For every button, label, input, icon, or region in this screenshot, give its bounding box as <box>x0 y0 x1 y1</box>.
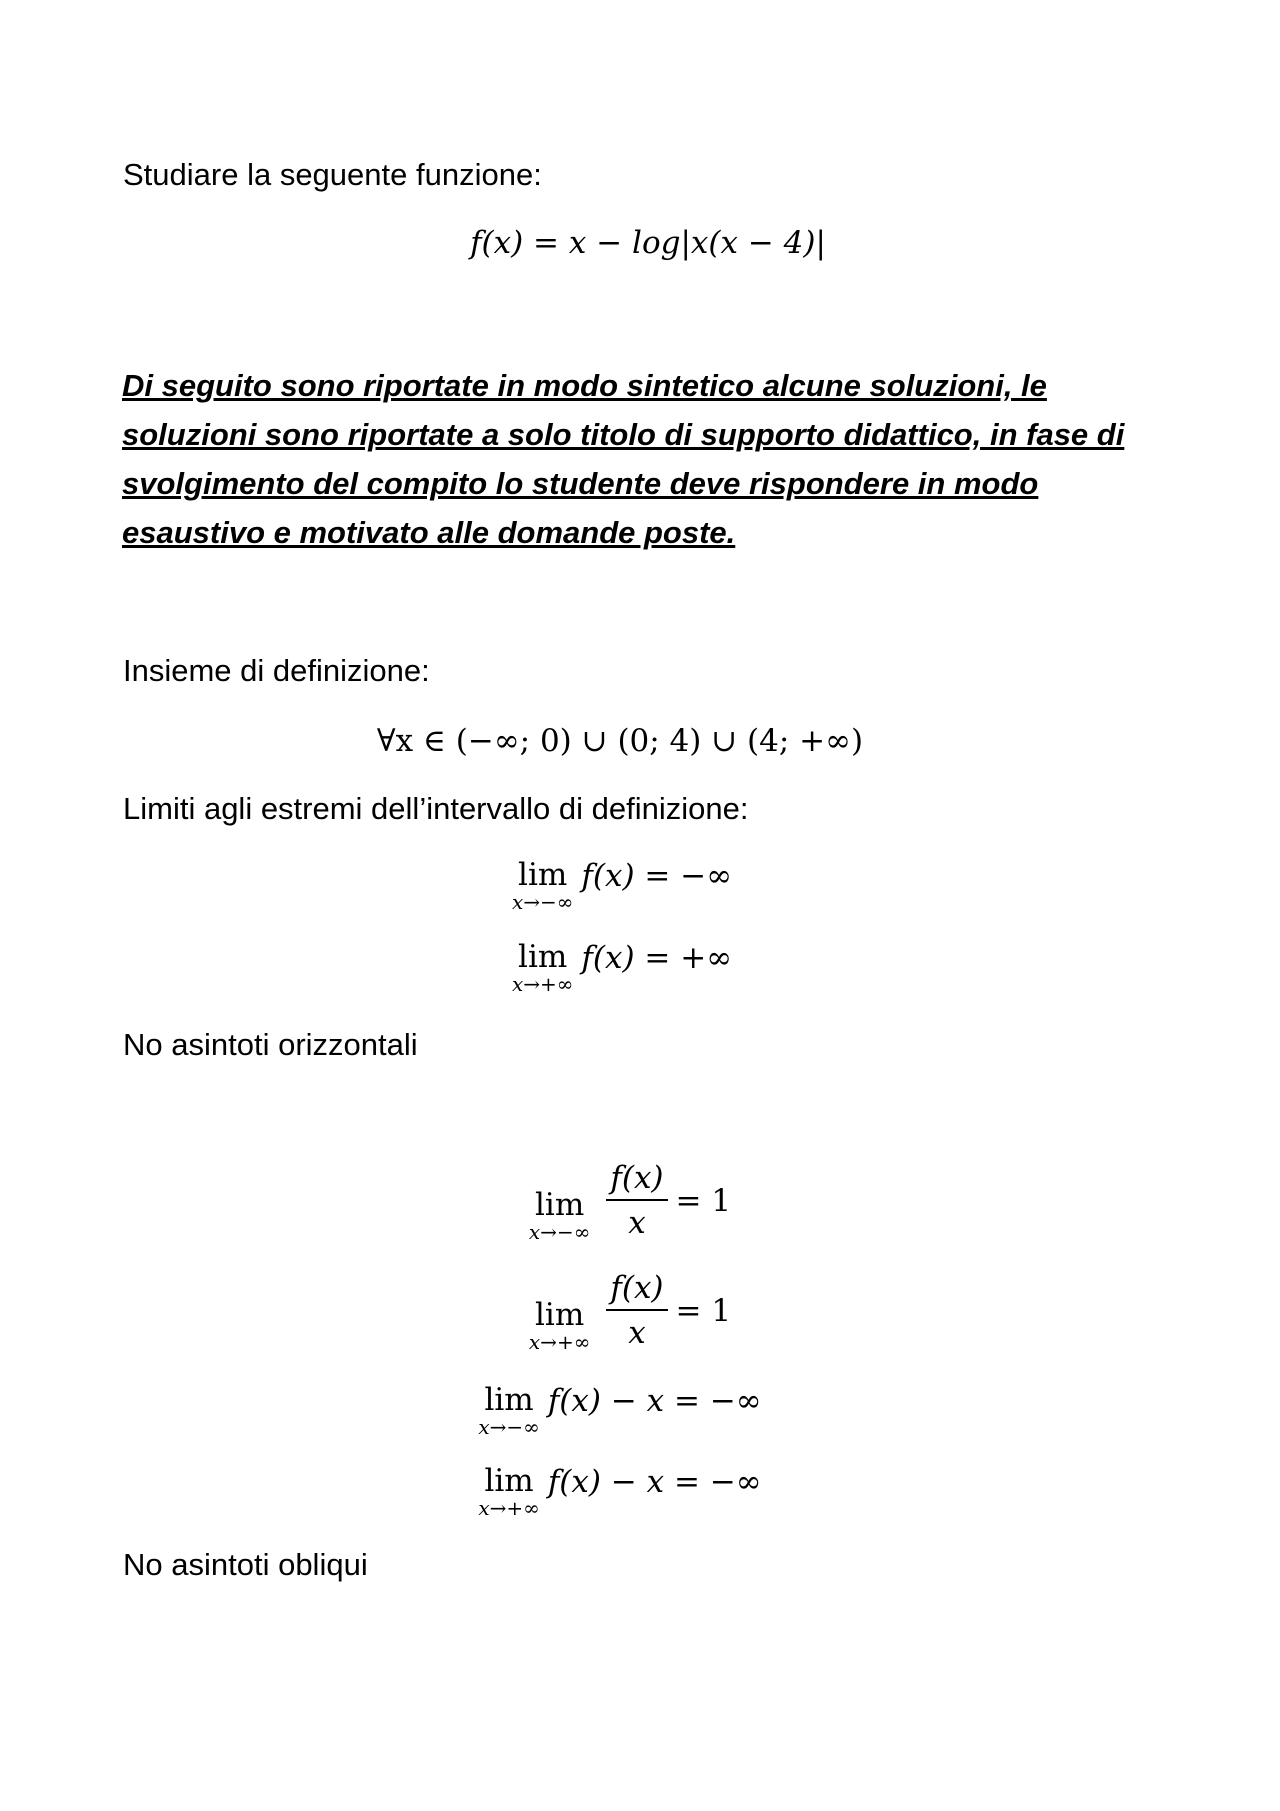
lim-subscript: x→−∞ <box>528 1220 591 1245</box>
fraction-numerator: f(x) <box>606 1160 667 1201</box>
domain-label: Insieme di definizione: <box>123 653 430 688</box>
lim-subscript: x→+∞ <box>478 1496 540 1521</box>
lim-word: lim <box>518 939 568 975</box>
no-horizontal-asymptotes: No asintoti orizzontali <box>123 1027 418 1062</box>
limits-label: Limiti agli estremi dell’intervallo di definizione: <box>123 791 749 826</box>
ratio-result: = 1 <box>675 1292 732 1329</box>
limit-plus-infinity <box>0 939 1262 997</box>
fraction-denominator: x <box>628 1205 646 1242</box>
task-label: Studiare la seguente funzione: <box>123 157 542 192</box>
diff-limit-minus-infinity <box>0 1382 1260 1440</box>
limit-expression: f(x) = −∞ <box>581 858 733 894</box>
lim-subscript: x→−∞ <box>511 890 574 915</box>
diff-limit-expression: f(x) − x = −∞ <box>547 1383 762 1419</box>
diff-limit-plus-infinity <box>0 1463 1260 1521</box>
lim-subscript: x→+∞ <box>528 1330 591 1355</box>
lim-word: lim <box>535 1297 585 1334</box>
limit-minus-infinity <box>0 857 1262 915</box>
function-expression: f(x) = x − log|x(x − 4)| <box>470 225 826 261</box>
lim-word: lim <box>518 857 568 893</box>
lim-subscript: x→−∞ <box>478 1415 540 1440</box>
fraction <box>606 1160 667 1242</box>
lim-word: lim <box>484 1382 534 1418</box>
fraction-denominator: x <box>628 1315 646 1352</box>
ratio-result: = 1 <box>675 1182 732 1219</box>
fraction <box>606 1270 667 1352</box>
ratio-limit-minus-infinity <box>0 1160 1270 1245</box>
disclaimer-text: Di seguito sono riportate in modo sintetico alcune soluzioni, le soluzioni sono riportate a solo titolo di supporto didattico, in fase di svolgimento del compito lo studente deve rispondere in modo esaustivo e motivato alle domande poste. <box>122 368 1125 550</box>
lim-subscript: x→+∞ <box>511 972 574 997</box>
fraction-numerator: f(x) <box>606 1270 667 1311</box>
limit-expression: f(x) = +∞ <box>581 940 733 976</box>
lim-word: lim <box>535 1187 585 1224</box>
no-oblique-asymptotes: No asintoti obliqui <box>123 1547 368 1582</box>
diff-limit-expression: f(x) − x = −∞ <box>547 1464 762 1500</box>
lim-word: lim <box>484 1463 534 1499</box>
ratio-limit-plus-infinity <box>0 1270 1270 1355</box>
domain-expression: ∀x ∈ (−∞; 0) ∪ (0; 4) ∪ (4; +∞) <box>376 723 864 759</box>
